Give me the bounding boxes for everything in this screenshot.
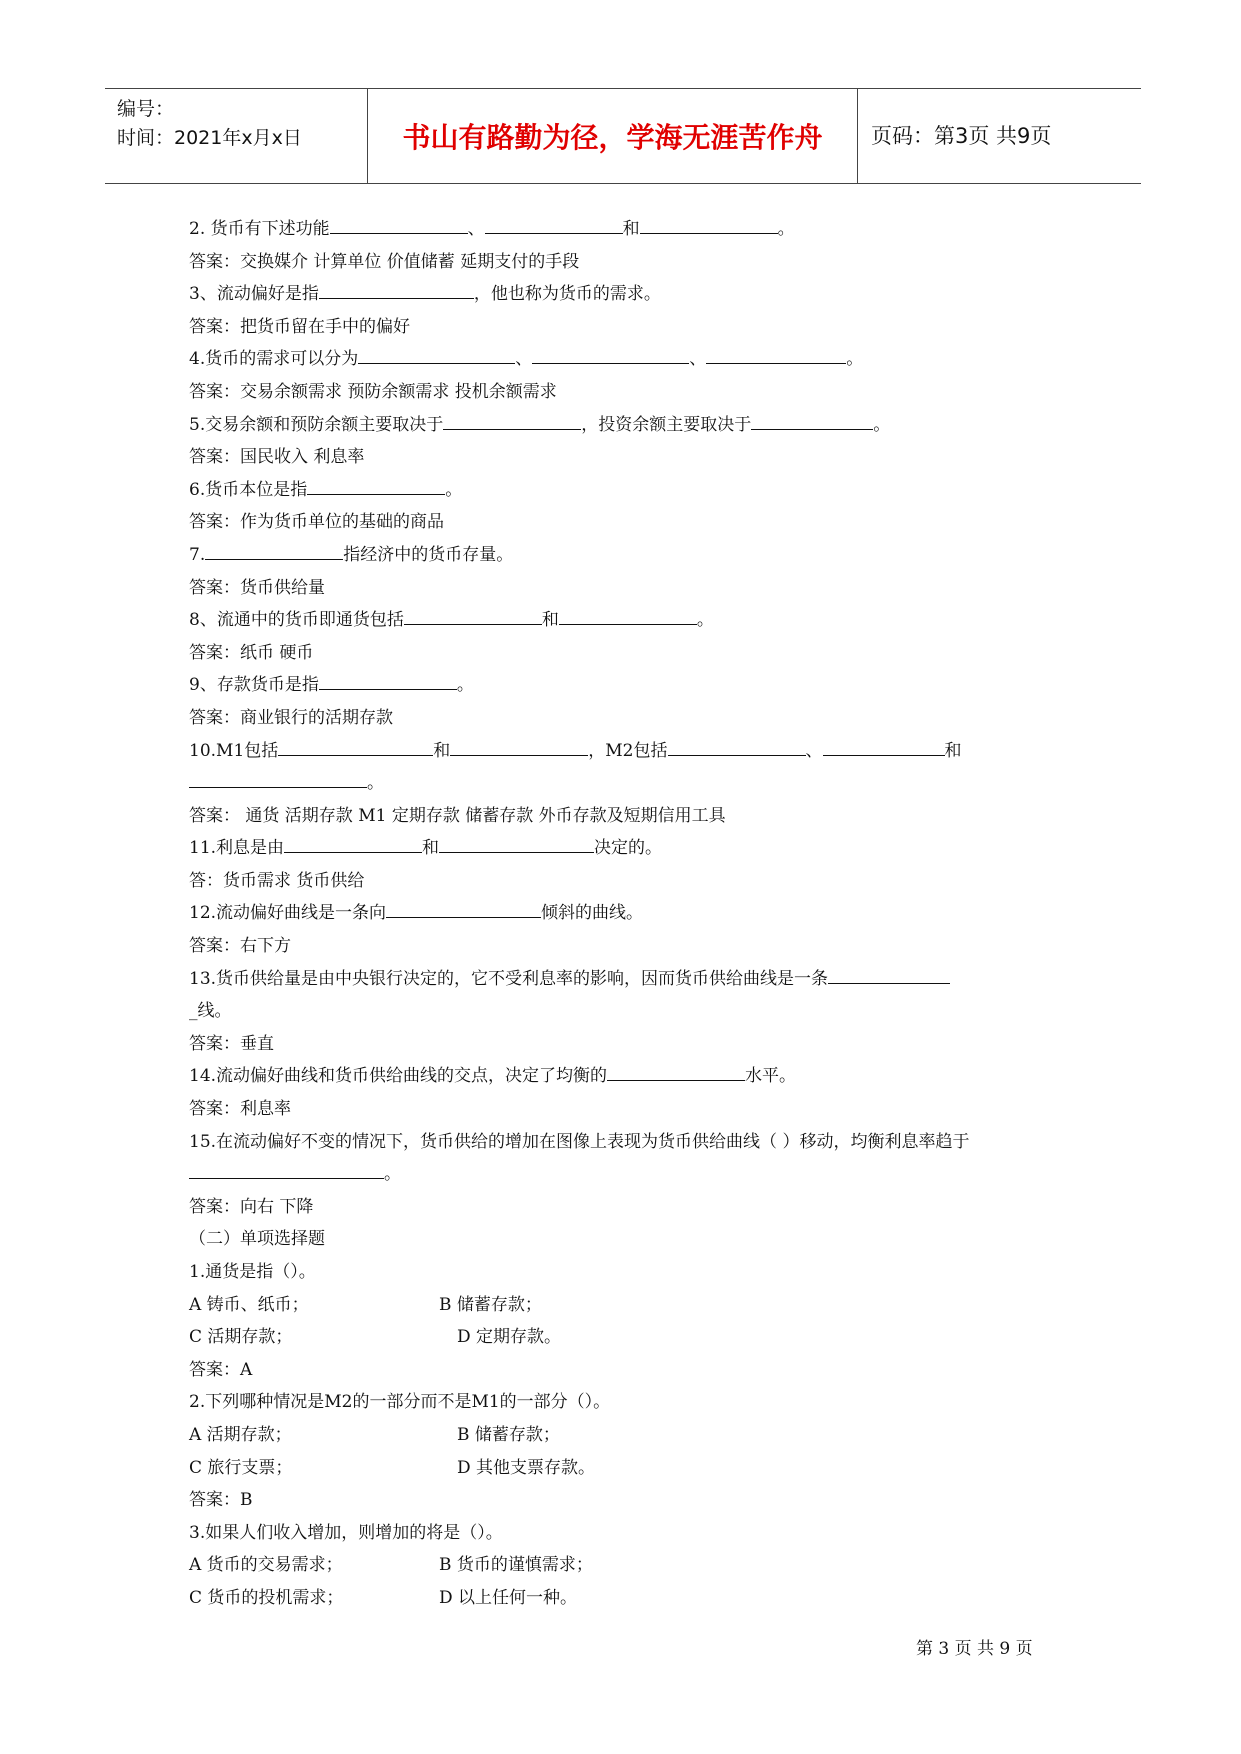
fill-blank [278,737,433,756]
question-line: 3.如果人们收入增加，则增加的将是（）。 [189,1522,503,1543]
answer-line: 答案：右下方 [189,936,291,957]
header-meta [117,95,302,153]
fill-blank [358,345,515,364]
fill-blank [607,1062,745,1081]
answer-line: 答案：把货币留在手中的偏好 [189,316,410,337]
answer-line: 答案：国民收入 利息率 [189,447,365,468]
fill-blank [439,834,594,853]
answer-line: 答案：B [189,1490,253,1511]
text-line: 6.货币本位是指 。 [189,474,1059,507]
fill-blank [386,899,541,918]
fill-blank [189,769,367,788]
text-line: 。 [189,767,1059,800]
text-line: _线。 [189,1001,232,1022]
fill-blank [307,476,445,495]
answer-line: 答案：作为货币单位的基础的商品 [189,512,444,533]
answer-line: 答案：货币供给量 [189,577,325,598]
fill-blank [330,215,468,234]
fill-blank [559,606,697,625]
fill-blank [319,671,457,690]
fill-blank [404,606,542,625]
document-body [189,213,1059,1615]
answer-line: 答案：A [189,1359,253,1380]
option-line: A 货币的交易需求； B 货币的谨慎需求； [189,1555,593,1576]
answer-line: 答案：利息率 [189,1099,291,1120]
text-line: 7. 指经济中的货币存量。 [189,539,1059,572]
answer-line: 答案：商业银行的活期存款 [189,707,393,728]
section-heading: （二）单项选择题 [189,1229,325,1250]
serial-label: 编号： [117,98,175,120]
text-line: 14.流动偏好曲线和货币供给曲线的交点，决定了均衡的 水平。 [189,1060,1059,1093]
fill-blank [205,541,343,560]
option-line: C 旅行支票； D 其他支票存款。 [189,1457,596,1478]
option-line: A 铸币、纸币； B 储蓄存款； [189,1294,542,1315]
text-line: 12.流动偏好曲线是一条向 倾斜的曲线。 [189,897,1059,930]
answer-line: 答案：纸币 硬币 [189,642,314,663]
text-line: 13.货币供给量是由中央银行决定的，它不受利息率的影响，因而货币供给曲线是一条 [189,963,1059,996]
text-line: 15.在流动偏好不变的情况下，货币供给的增加在图像上表现为货币供给曲线（ ）移动，均衡利息率趋于 [189,1131,970,1152]
fill-blank [443,411,581,430]
fill-blank [485,215,623,234]
header-page-info: 页码：第3页 共9页 [871,124,1052,148]
text-line: 8、流通中的货币即通货包括 和 。 [189,604,1059,637]
text-line: 3、流动偏好是指 ，他也称为货币的需求。 [189,278,1059,311]
answer-line: 答：货币需求 货币供给 [189,870,365,891]
text-line: 2. 货币有下述功能 、 和 。 [189,213,1059,246]
page-footer: 第 3 页 共 9 页 [916,1639,1033,1659]
fill-blank [532,345,689,364]
option-line: C 货币的投机需求； D 以上任何一种。 [189,1587,578,1608]
header-motto: 书山有路勤为径，学海无涯苦作舟 [402,121,823,154]
fill-blank [668,737,806,756]
time-label: 时间：2021年x月x日 [117,127,302,149]
answer-line: 答案：交换媒介 计算单位 价值储蓄 延期支付的手段 [189,251,580,272]
fill-blank [284,834,422,853]
fill-blank [319,280,474,299]
text-line: 5.交易余额和预防余额主要取决于 ，投资余额主要取决于 。 [189,409,1059,442]
answer-line: 答案： 通货 活期存款 M1 定期存款 储蓄存款 外币存款及短期信用工具 [189,805,726,826]
option-line: A 活期存款； B 储蓄存款； [189,1424,560,1445]
option-line: C 活期存款； D 定期存款。 [189,1327,562,1348]
text-line: 11.利息是由 和 决定的。 [189,832,1059,865]
fill-blank [823,737,945,756]
text-line: 10.M1包括 和 ，M2包括 、 和 [189,735,1059,768]
question-line: 2.下列哪种情况是M2的一部分而不是M1的一部分（）。 [189,1392,611,1413]
question-line: 1.通货是指（）。 [189,1262,316,1282]
fill-blank [450,737,588,756]
fill-blank [640,215,778,234]
text-line: 4.货币的需求可以分为 、 、 。 [189,343,1059,376]
answer-line: 答案：交易余额需求 预防余额需求 投机余额需求 [189,381,557,402]
fill-blank [828,965,950,984]
answer-line: 答案：向右 下降 [189,1196,314,1217]
fill-blank [706,345,846,364]
fill-blank [751,411,873,430]
header-divider [857,89,858,183]
text-line: 。 [189,1158,1059,1191]
page-header [105,88,1141,184]
fill-blank [189,1160,384,1179]
text-line: 9、存款货币是指 。 [189,669,1059,702]
answer-line: 答案：垂直 [189,1033,274,1054]
